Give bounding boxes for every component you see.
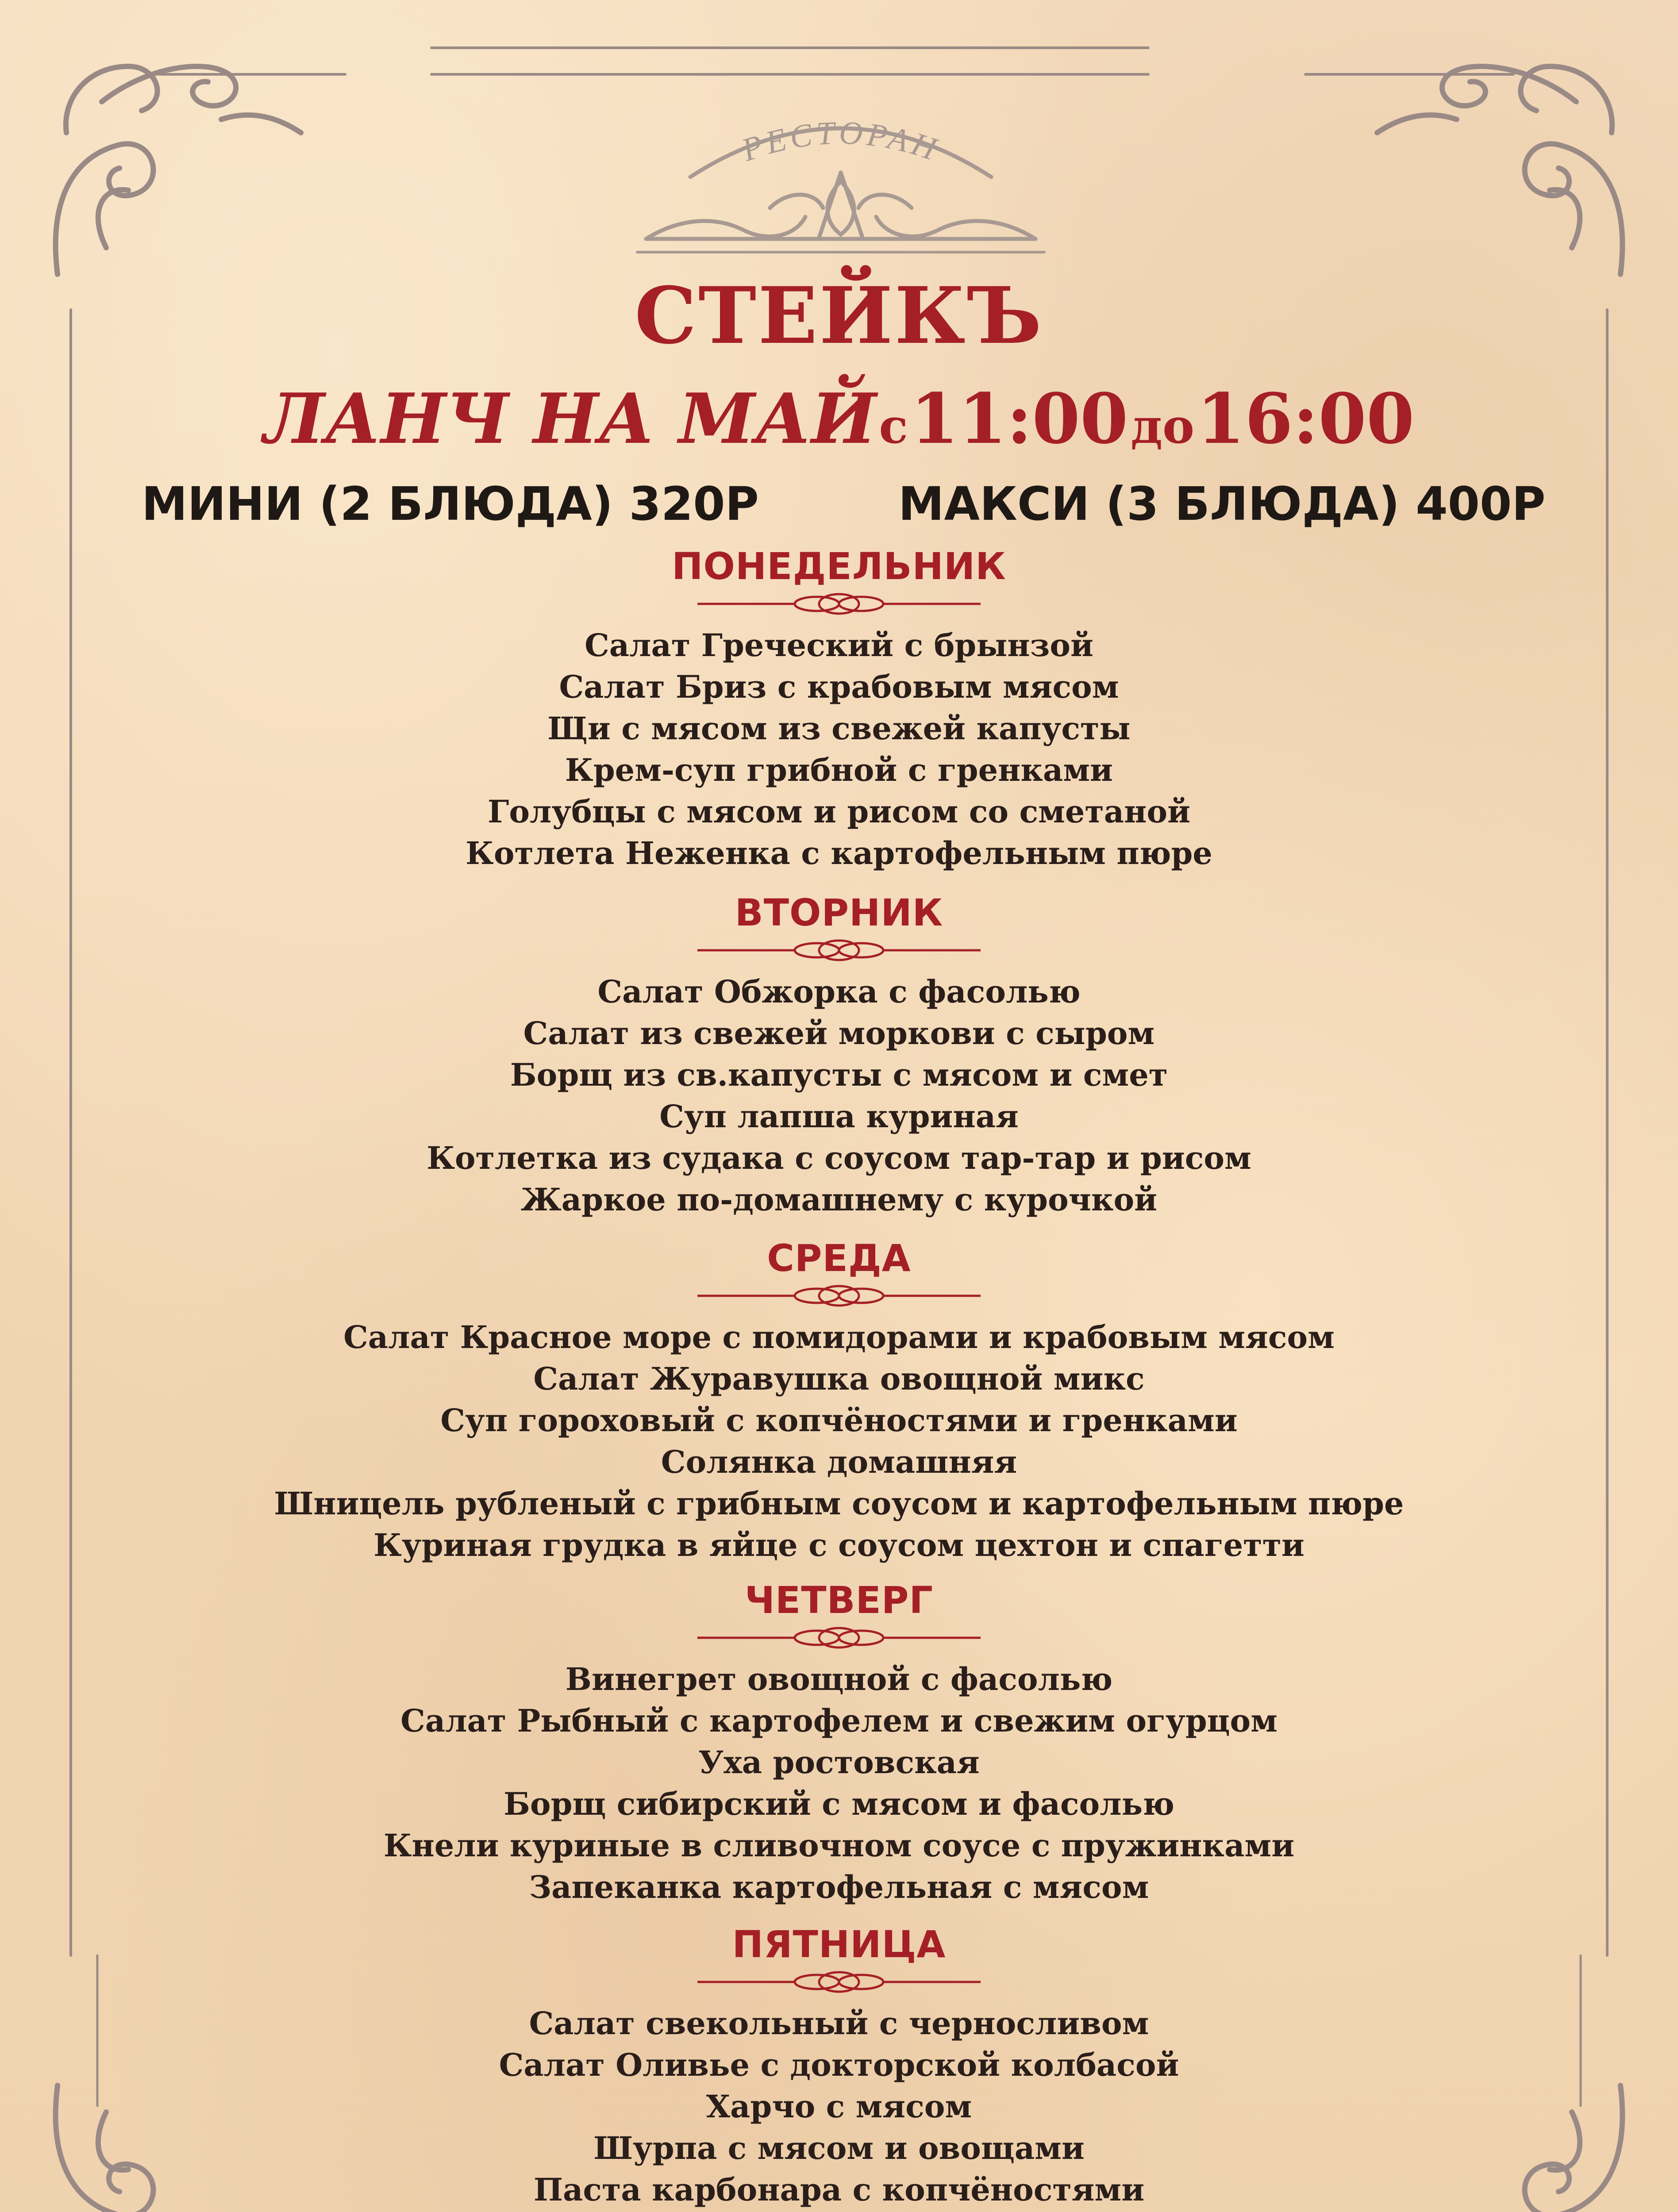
- lunch-to-word: до: [1130, 399, 1194, 454]
- dish-item: Уха ростовская: [698, 1744, 980, 1781]
- dish-item: Салат Оливье с докторской колбасой: [499, 2047, 1179, 2083]
- emblem-word: РЕСТОРАН: [737, 115, 944, 169]
- day-title: ЧЕТВЕРГ: [744, 1578, 934, 1622]
- day-title: ПЯТНИЦА: [732, 1923, 946, 1966]
- dish-item: Салат свекольный с черносливом: [529, 2005, 1149, 2042]
- dish-item: Салат Обжорка с фасолью: [597, 973, 1081, 1010]
- dish-item: Винегрет овощной с фасолью: [565, 1661, 1113, 1697]
- dish-item: Салат из свежей моркови с сыром: [523, 1015, 1155, 1052]
- price-mini: МИНИ (2 БЛЮДА) 320Р: [142, 477, 759, 531]
- dish-item: Шурпа с мясом и овощами: [593, 2130, 1085, 2166]
- dish-item: Запеканка картофельная с мясом: [529, 1869, 1149, 1905]
- dish-list: [0, 1317, 1678, 1566]
- price-maxi: МАКСИ (3 БЛЮДА) 400Р: [898, 477, 1546, 531]
- dish-item: Шницель рубленый с грибным соусом и картофельным пюре: [274, 1485, 1404, 1522]
- corner-ornament-top-right: [1377, 66, 1622, 274]
- dish-item: Кнели куриные в сливочном соусе с пружинками: [383, 1827, 1295, 1864]
- dish-item: Салат Бриз с крабовым мясом: [559, 668, 1119, 705]
- lunch-time-from: 11:00: [910, 378, 1128, 459]
- day-section-monday: [0, 544, 1678, 874]
- dish-item: Солянка домашняя: [661, 1444, 1017, 1480]
- dish-item: Котлетка из судака с соусом тар-тар и рисом: [427, 1140, 1251, 1176]
- lunch-from-word: с: [879, 399, 908, 454]
- dish-list: [0, 1659, 1678, 1908]
- dish-item: Борщ из св.капусты с мясом и смет: [510, 1056, 1168, 1093]
- emblem-ornament-icon: [628, 106, 1053, 265]
- dish-item: Борщ сибирский с мясом и фасолью: [504, 1786, 1174, 1822]
- dish-item: Салат Журавушка овощной микс: [533, 1360, 1145, 1397]
- dish-item: Салат Греческий с брынзой: [585, 627, 1093, 664]
- day-section-tuesday: [0, 891, 1678, 1221]
- dish-item: Котлета Неженка с картофельным пюре: [466, 835, 1212, 872]
- dish-item: Паста карбонара с копчёностями: [533, 2171, 1145, 2208]
- lunch-time-to: 16:00: [1197, 378, 1415, 459]
- dish-item: Харчо с мясом: [706, 2088, 972, 2125]
- lunch-label: ЛАНЧ НА МАЙ: [263, 378, 877, 459]
- day-section-thursday: [0, 1578, 1678, 1908]
- dish-list: [0, 2003, 1678, 2212]
- dish-item: Суп лапша куриная: [659, 1098, 1019, 1135]
- dish-item: Крем-суп грибной с гренками: [565, 752, 1113, 788]
- divider-ornament-icon: [697, 1966, 981, 1997]
- divider-ornament-icon: [697, 588, 981, 619]
- day-section-friday: [0, 1922, 1678, 2212]
- lunch-headline: [0, 378, 1678, 459]
- day-title: ПОНЕДЕЛЬНИК: [672, 545, 1006, 588]
- restaurant-name: СТЕЙКЪ: [635, 270, 1043, 361]
- divider-ornament-icon: [697, 1622, 981, 1653]
- day-section-wednesday: [0, 1236, 1678, 1566]
- restaurant-emblem: [628, 106, 1053, 265]
- day-title: ВТОРНИК: [735, 891, 943, 934]
- day-title: СРЕДА: [767, 1237, 911, 1280]
- dish-item: Голубцы с мясом и рисом со сметаной: [488, 793, 1190, 830]
- dish-item: Салат Рыбный с картофелем и свежим огурцом: [400, 1702, 1278, 1739]
- dish-list: [0, 625, 1678, 874]
- divider-ornament-icon: [697, 1280, 981, 1311]
- dish-item: Салат Красное море с помидорами и крабовым мясом: [343, 1319, 1335, 1356]
- dish-item: Куриная грудка в яйце с соусом цехтон и спагетти: [373, 1527, 1305, 1563]
- dish-list: [0, 971, 1678, 1221]
- divider-ornament-icon: [697, 935, 981, 966]
- corner-ornament-top-left: [56, 66, 301, 274]
- dish-item: Щи с мясом из свежей капусты: [547, 710, 1131, 747]
- dish-item: Жаркое по-домашнему с курочкой: [520, 1181, 1158, 1218]
- dish-item: Суп гороховый с копчёностями и гренками: [440, 1402, 1238, 1439]
